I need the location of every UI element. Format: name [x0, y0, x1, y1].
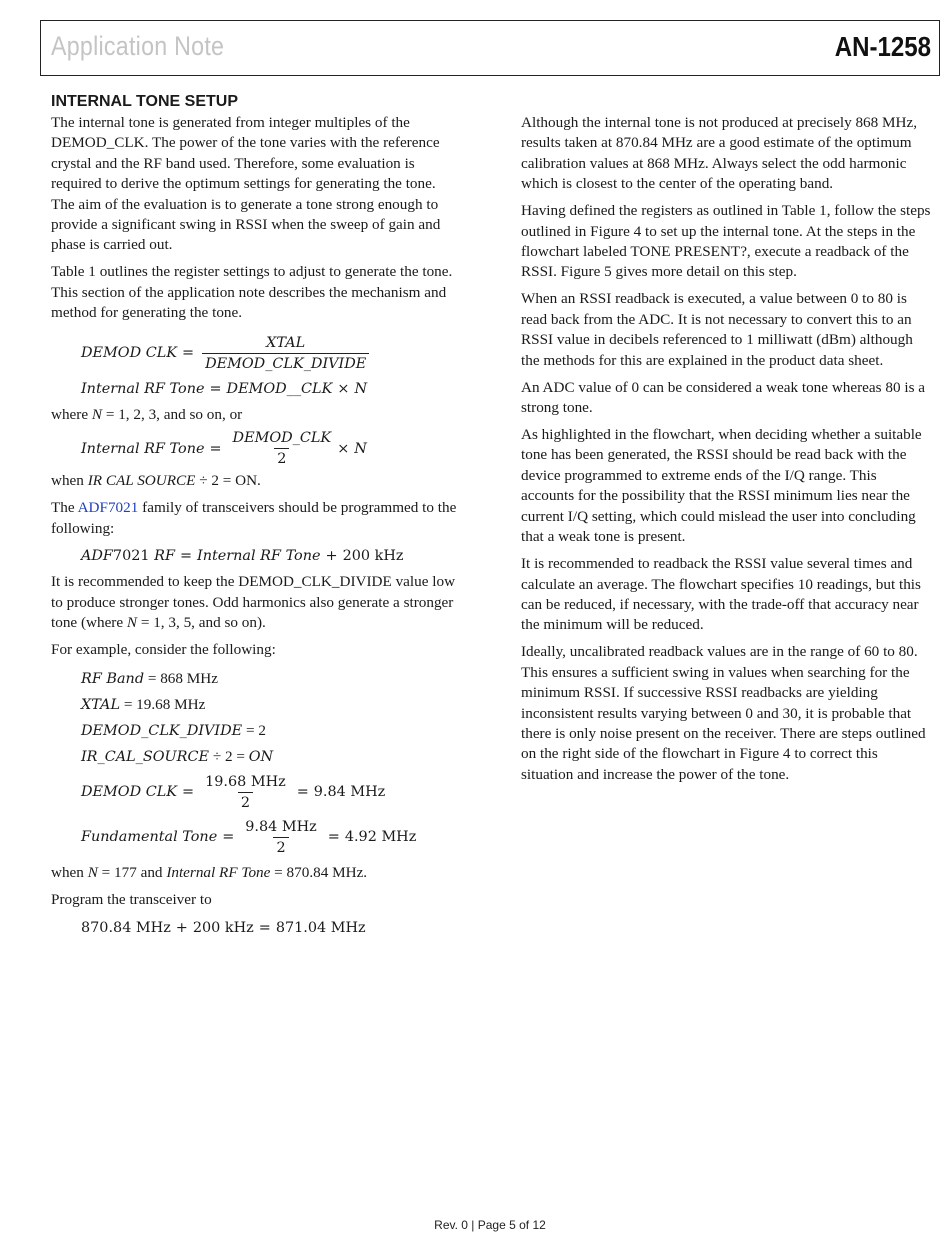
fraction [242, 818, 319, 857]
text: family of transceivers should be programmed to the following: [51, 499, 457, 537]
value: = 19.68 MHz [120, 695, 206, 713]
equation-adf7021-rf: ADF 7021 RF = Internal RF Tone + 200 kHz [51, 546, 461, 566]
variable: Internal RF Tone [166, 863, 271, 881]
variable: IR CAL SOURCE [87, 472, 196, 490]
eq-lhs: DEMOD CLK [81, 344, 178, 361]
text: when [51, 863, 88, 881]
paragraph: As highlighted in the flowchart, when deciding whether a suitable tone has been generated, the RSSI should be read back with the device programmed to extreme ends of the I/Q range. This accounts for the possibility that the RSSI minimum lies near the current I/Q setting, which could mislead the user into concluding that a weak tone is present. [521, 426, 922, 546]
variable: DEMOD_CLK_DIVIDE [81, 722, 243, 739]
paragraph [51, 471, 461, 491]
variable: RF Band [81, 670, 145, 687]
example-rf-band [51, 669, 461, 689]
paragraph [51, 863, 461, 883]
numerator: 9.84 MHz [245, 818, 317, 835]
numerator: XTAL [266, 334, 306, 351]
eq-rhs: Internal RF Tone [197, 547, 321, 564]
text: The [51, 499, 78, 517]
text: = 177 and [97, 863, 167, 881]
example-ir-cal-source [51, 747, 461, 767]
text: ÷ 2 = [209, 747, 249, 765]
eq-term: 200 kHz [192, 919, 254, 936]
eq-result: 9.84 MHz [313, 783, 386, 800]
variable: N [87, 863, 98, 881]
paragraph: Having defined the registers as outlined in Table 1, follow the steps outlined in Figure 4 to set up the internal tone. At the steps in the flowchart labeled TONE PRESENT?, execute a readback of the RSSI. Figure 5 gives more detail on this step. [521, 202, 931, 281]
text: where [51, 406, 92, 424]
paragraph: For example, consider the following: [51, 641, 276, 659]
eq-lhs: DEMOD CLK [81, 783, 178, 800]
paragraph: Table 1 outlines the register settings to adjust to generate the tone. This section of the application note describes the mechanism and method for generating the tone. [51, 263, 453, 322]
left-column [51, 92, 461, 944]
value: ON [248, 748, 274, 765]
variable: N [126, 614, 138, 632]
eq-rhs: DEMOD__CLK [226, 380, 333, 397]
text: ÷ 2 = ON. [195, 472, 261, 490]
paragraph [51, 498, 461, 539]
paragraph: Program the transceiver to [51, 890, 212, 908]
equation-internal-rf-tone: Internal RF Tone = DEMOD__CLK × N [51, 379, 461, 399]
eq-result: 871.04 MHz [275, 919, 366, 936]
eq-lhs: Internal RF Tone [81, 380, 205, 397]
page-footer: Rev. 0 | Page 5 of 12 [434, 1218, 546, 1232]
eq-lhs: RF [154, 547, 175, 564]
equation-demod-clk-example: DEMOD CLK = $\frac{\text{19.68 MHz}}{2}$ = 9.84 MHz [81, 773, 386, 811]
paragraph: The internal tone is generated from integer multiples of the DEMOD_CLK. The power of the tone varies with the reference crystal and the RF band used. Therefore, some evaluation is required to derive the optimum settings for generating the tone. The aim of the evaluation is to generate a tone strong enough to provide a significant swing in RSSI when the sweep of gain and phase is carried out. [51, 114, 441, 254]
eq-term: 200 kHz [342, 547, 404, 564]
example-demod-clk-divide [51, 721, 461, 741]
equation-programmed-frequency: 870.84 MHz + 200 kHz = 871.04 MHz [51, 918, 461, 938]
fraction [202, 334, 369, 373]
value: = 868 MHz [144, 669, 218, 687]
paragraph: An ADC value of 0 can be considered a weak tone whereas 80 is a strong tone. [521, 378, 926, 417]
variable: IR_CAL_SOURCE [81, 748, 210, 765]
numerator: 19.68 MHz [205, 773, 286, 790]
eq-term: 870.84 MHz [81, 919, 171, 936]
eq-multiplier: N [354, 380, 368, 397]
denominator: 2 [274, 448, 289, 468]
paragraph [51, 405, 461, 425]
header-doc-type: Application Note [51, 31, 225, 61]
denominator: DEMOD_CLK_DIVIDE [202, 353, 369, 373]
adf7021-link[interactable]: ADF7021 [77, 499, 139, 517]
text: It is recommended to keep the DEMOD_CLK_DIVIDE value low to produce stronger tones. Odd harmonics also generate a stronger tone (where [51, 573, 456, 632]
equation-demod-clk: DEMOD CLK = $\frac{\text{XTAL}}{\text{DEMOD\_CLK\_DIVIDE}}$ [51, 334, 461, 373]
paragraph: When an RSSI readback is executed, a value between 0 to 80 is read back from the ADC. It is not necessary to convert this to an RSSI value in decibels referenced to 1 milliwatt (dBm) although the methods for this are explained in the product data sheet. [521, 290, 913, 369]
eq-multiplier: N [354, 440, 367, 457]
denominator: 2 [273, 837, 288, 857]
variable: N [91, 406, 103, 424]
example-xtal [51, 695, 461, 715]
header-doc-number: AN-1258 [834, 31, 931, 62]
eq-lhs: Fundamental Tone [81, 828, 218, 845]
text: = 1, 2, 3, and so on, or [102, 406, 243, 424]
paragraph: Ideally, uncalibrated readback values are in the range of 60 to 80. This ensures a sufficient swing in values when searching for the minimum RSSI. If successive RSSI readbacks are yielding inconsistent results varying between 0 and 30, it is probable that there is only noise present on the receiver. There are steps outlined on the right side of the flowchart in Figure 4 to correct this situation and increase the power of the tone. [521, 643, 926, 783]
equation-fundamental-tone: Fundamental Tone = $\frac{\text{9.84 MHz}}{2}$ = 4.92 MHz [81, 818, 417, 856]
fraction [230, 429, 335, 468]
section-title: INTERNAL TONE SETUP [51, 93, 238, 110]
paragraph [51, 572, 461, 633]
eq-result: 4.92 MHz [344, 828, 417, 845]
numerator: DEMOD_CLK [232, 430, 332, 447]
text: = 870.84 MHz. [270, 863, 368, 881]
text: when [51, 472, 88, 490]
paragraph: Although the internal tone is not produced at precisely 868 MHz, results taken at 870.84 MHz are a good estimate of the optimum calibration values at 868 MHz. Always select the odd harmonic which is closest to the center of the operating band. [521, 114, 918, 193]
eq-lhs: Internal RF Tone [81, 440, 205, 457]
right-column [521, 113, 933, 792]
eq-lhs: ADF [81, 547, 113, 564]
value: = 2 [242, 721, 266, 739]
eq-lhs: 7021 [112, 547, 150, 564]
fraction [202, 773, 289, 812]
variable: XTAL [81, 696, 121, 713]
text: = 1, 3, 5, and so on). [137, 614, 266, 632]
denominator: 2 [238, 792, 253, 812]
paragraph: It is recommended to readback the RSSI value several times and calculate an average. The flowchart specifies 10 readings, but this can be reduced, if necessary, with the trade-off that accuracy near the minimum will be reduced. [521, 555, 921, 634]
page-header [40, 20, 940, 76]
equation-internal-rf-tone-alt: Internal RF Tone = $\frac{\text{DEMOD\_CLK}}{2}$ × N [81, 430, 367, 468]
